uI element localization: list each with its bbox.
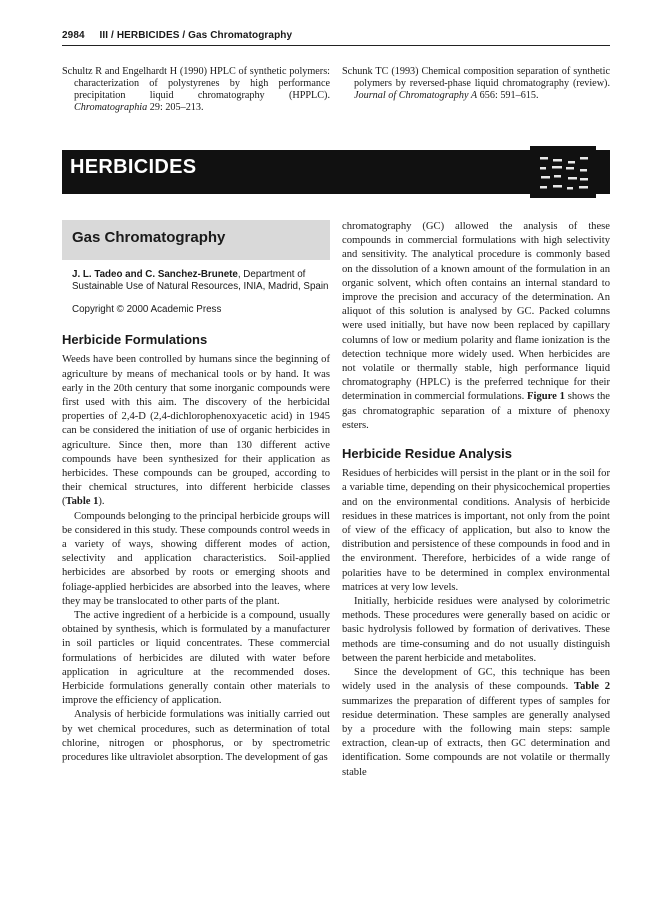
author-affiliation: , Department of Sustainable Use of Natural Resources, INIA, Madrid, Spain <box>72 269 329 292</box>
author-names: J. L. Tadeo and C. Sanchez-Brunete <box>72 269 238 280</box>
paragraph: Since the development of GC, this technique has been widely used in the analysis of these compounds. Table 2 summarizes the preparation of different types of samples for residue determination. These samples are generally analysed by a procedure with the following main steps: sample extraction, clean-up of extracts, then GC determination and identification. Some compounds are not volatile or thermally stable <box>342 667 610 778</box>
text-column-left <box>62 220 330 765</box>
reference-entry: Schunk TC (1993) Chemical composition separation of synthetic polymers by reversed-phase liquid chromatography (review). Journal of Chromatography A 656: 591–615. <box>342 66 610 101</box>
section-heading: Herbicide Residue Analysis <box>342 446 513 462</box>
article-title-box <box>62 220 330 260</box>
banner-logo-box <box>530 146 596 198</box>
paragraph: Compounds belonging to the principal herbicide groups will be considered in this study. These compounds control weeds in a variety of ways, showing different modes of action, selectivity and application characteristics. Soil-applied herbicides are absorbed by roots or emerging shoots and foliage-applied herbicides are absorbed into the leaves, where they may be translocated to other parts of the plant. <box>62 510 330 607</box>
section-heading: Herbicide Formulations <box>62 332 208 348</box>
copyright-line: Copyright © 2000 Academic Press <box>72 304 222 315</box>
reference-column-left <box>62 66 330 114</box>
text-column-right <box>342 220 610 780</box>
section-banner <box>62 150 610 194</box>
figure-reference-link[interactable]: Figure 1 <box>527 391 565 403</box>
paragraph: Residues of herbicides will persist in the plant or in the soil for a variable time, depending on their physicochemical properties and on the environmental conditions. Analysis of herbicide residues in these matrices is important, not only from the point of view of the efficacy of application, but also to know the distribution and persistence of these compounds in food and in the environment. Therefore, herbicides of a wide range of polarities have to be determined in complex environmental matrices at very low levels. <box>342 468 610 593</box>
banner-title: HERBICIDES <box>70 156 197 178</box>
table-reference-link[interactable]: Table 1 <box>65 496 99 508</box>
chromatogram-bands-icon <box>538 154 590 194</box>
reference-entry: Schultz R and Engelhardt H (1990) HPLC of synthetic polymers: characterization of polystyrenes by high performance precipitation liquid chromatography (HPPLC). Chromatographia 29: 205–213. <box>62 66 330 113</box>
paragraph: The active ingredient of a herbicide is a compound, usually obtained by synthesis, which is formulated by a manufacturer in soil particles or liquid concentrates. These commercial formulations of herbicides are diluted with water before application in agriculture at the recommended doses. Herbicide formulations generally contain other materials to improve the efficiency of application. <box>62 610 330 707</box>
header-rule <box>62 45 610 46</box>
paragraph: Analysis of herbicide formulations was initially carried out by wet chemical procedures, such as determination of total chlorine, nitrogen or phosphorus, or by spectrometric procedures like ultraviolet absorption. The development of gas <box>62 709 330 764</box>
table-reference-link[interactable]: Table 2 <box>573 681 610 693</box>
running-head-section: III / HERBICIDES / Gas Chromatography <box>99 30 293 41</box>
paragraph: Initially, herbicide residues were analysed by colorimetric methods. These procedures were generally based on acidic or basic hydrolysis followed by formation of derivatives. These methods are time-consuming and do not usually distinguish between the parent herbicide and metabolites. <box>342 596 610 664</box>
page-number: 2984 <box>62 30 85 41</box>
author-block <box>72 269 330 293</box>
article-title: Gas Chromatography <box>72 229 226 246</box>
reference-column-right <box>342 66 610 102</box>
paragraph: chromatography (GC) allowed the analysis of these compounds in commercial formulations with high selectivity and sensitivity. The analytical procedure is commonly based on the dissolution of a known amount of the formulation in an organic solvent, which often contains an internal standard to improve the precision and accuracy of the determination. An aliquot of this solution is analysed by GC. Packed columns were used initially, but have now been replaced by capillary columns of low or medium polarity and flame ionization is the detection technique more widely used. When herbicides are not volatile or thermally stable, high performance liquid chromatography (HPLC) is the preferred technique for their determination in commercial formulations. Figure 1 shows the gas chromatographic separation of a mixture of phenoxy esters. <box>342 221 610 431</box>
running-head <box>62 30 610 41</box>
paragraph: Weeds have been controlled by humans since the beginning of agriculture by means of mechanical tools or by hand. It was early in the 20th century that some inorganic compounds were first used with this aim. The discovery of the herbicidal properties of 2,4-D (2,4-dichlorophenoxyacetic acid) in 1945 can be considered the initiation of use of organic herbicides in agriculture. Since then, more than 130 different active compounds have been synthesized for their application as herbicides. These compounds can be grouped, according to their chemical structures, into different herbicide classes (Table 1). <box>62 354 330 508</box>
